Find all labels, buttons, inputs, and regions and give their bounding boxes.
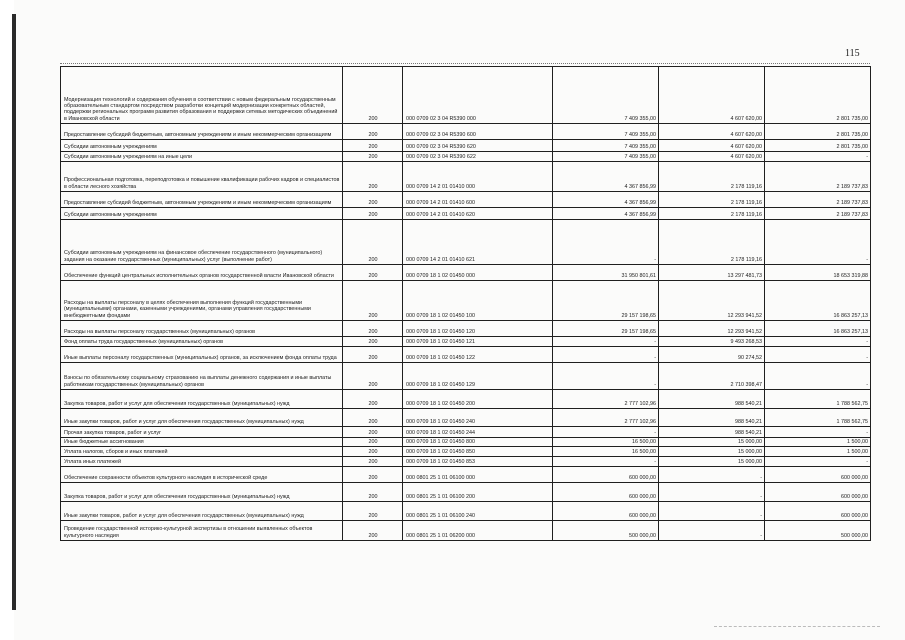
row-unexecuted-amount-cell: 16 863 257,13 — [765, 281, 871, 321]
row-executed-amount-cell: 15 000,00 — [659, 447, 765, 457]
row-name-cell: Иные закупки товаров, работ и услуг для обеспечения государственных (муниципальных) нужд — [61, 502, 343, 521]
row-executed-amount-cell: - — [659, 502, 765, 521]
table-row — [61, 162, 871, 192]
row-classification-code-cell: 000 0709 02 3 04 R5390 000 — [403, 67, 553, 124]
row-approved-amount-cell: 600 000,00 — [553, 483, 659, 502]
row-classification-code-cell: 000 0709 18 1 02 01450 244 — [403, 427, 553, 438]
row-unexecuted-amount-cell: 500 000,00 — [765, 521, 871, 541]
row-approved-amount-cell: 7 409 355,00 — [553, 140, 659, 152]
row-code-cell: 200 — [343, 409, 403, 427]
row-name-cell: Иные бюджетные ассигнования — [61, 438, 343, 447]
row-classification-code-cell: 000 0709 14 2 01 01410 600 — [403, 192, 553, 208]
row-name-cell: Субсидии автономным учреждениям на иные цели — [61, 152, 343, 162]
row-classification-code-cell: 000 0709 18 1 02 01450 240 — [403, 409, 553, 427]
table-row — [61, 192, 871, 208]
table-row — [61, 438, 871, 447]
row-executed-amount-cell: 2 178 119,16 — [659, 208, 765, 220]
row-classification-code-cell: 000 0709 18 1 02 01450 853 — [403, 457, 553, 467]
table-row — [61, 363, 871, 390]
row-classification-code-cell: 000 0709 18 1 02 01450 850 — [403, 447, 553, 457]
row-classification-code-cell: 000 0709 18 1 02 01450 800 — [403, 438, 553, 447]
row-approved-amount-cell: 500 000,00 — [553, 521, 659, 541]
row-classification-code-cell: 000 0709 02 3 04 R5390 600 — [403, 124, 553, 140]
row-executed-amount-cell: 4 607 620,00 — [659, 67, 765, 124]
row-approved-amount-cell: 31 950 801,61 — [553, 265, 659, 281]
row-name-cell: Предоставление субсидий бюджетным, автономным учреждениям и иным некоммерческим организациям — [61, 192, 343, 208]
row-executed-amount-cell: 988 540,21 — [659, 409, 765, 427]
row-unexecuted-amount-cell: - — [765, 337, 871, 347]
row-approved-amount-cell: 2 777 102,96 — [553, 390, 659, 409]
row-code-cell: 200 — [343, 521, 403, 541]
row-code-cell: 200 — [343, 438, 403, 447]
row-name-cell: Обеспечение сохранности объектов культурного наследия в исторической среде — [61, 467, 343, 483]
table-row — [61, 337, 871, 347]
row-approved-amount-cell: - — [553, 337, 659, 347]
row-classification-code-cell: 000 0709 02 3 04 R5390 622 — [403, 152, 553, 162]
table-row — [61, 208, 871, 220]
row-name-cell: Субсидии автономным учреждениям — [61, 140, 343, 152]
row-approved-amount-cell: 16 500,00 — [553, 438, 659, 447]
row-name-cell: Иные выплаты персоналу государственных (муниципальных) органов, за исключением фонда оплаты труда — [61, 347, 343, 363]
row-code-cell: 200 — [343, 457, 403, 467]
row-approved-amount-cell: 16 500,00 — [553, 447, 659, 457]
table-row — [61, 124, 871, 140]
table-body — [61, 67, 871, 541]
row-approved-amount-cell: 7 409 355,00 — [553, 67, 659, 124]
row-code-cell: 200 — [343, 265, 403, 281]
row-executed-amount-cell: 4 607 620,00 — [659, 124, 765, 140]
row-executed-amount-cell: - — [659, 521, 765, 541]
row-classification-code-cell: 000 0709 14 2 01 01410 620 — [403, 208, 553, 220]
row-executed-amount-cell: 2 178 119,16 — [659, 220, 765, 265]
row-unexecuted-amount-cell: 2 189 737,83 — [765, 162, 871, 192]
row-executed-amount-cell: 4 607 620,00 — [659, 152, 765, 162]
row-executed-amount-cell: 90 274,52 — [659, 347, 765, 363]
row-approved-amount-cell: 7 409 355,00 — [553, 152, 659, 162]
table-row — [61, 220, 871, 265]
row-code-cell: 200 — [343, 337, 403, 347]
top-rule — [60, 63, 870, 64]
row-unexecuted-amount-cell: 2 801 735,00 — [765, 67, 871, 124]
row-unexecuted-amount-cell: 1 500,00 — [765, 447, 871, 457]
row-executed-amount-cell: 4 607 620,00 — [659, 140, 765, 152]
row-code-cell: 200 — [343, 208, 403, 220]
row-unexecuted-amount-cell: 16 863 257,13 — [765, 321, 871, 337]
row-unexecuted-amount-cell: 1 788 562,75 — [765, 390, 871, 409]
row-approved-amount-cell: - — [553, 220, 659, 265]
row-unexecuted-amount-cell: - — [765, 220, 871, 265]
row-name-cell: Взносы по обязательному социальному страхованию на выплаты денежного содержания и иные выплаты работникам государственных (муниципальных) органов — [61, 363, 343, 390]
table-row — [61, 347, 871, 363]
row-approved-amount-cell: 4 367 856,99 — [553, 192, 659, 208]
row-name-cell: Иные закупки товаров, работ и услуг для обеспечения государственных (муниципальных) нужд — [61, 409, 343, 427]
row-unexecuted-amount-cell: - — [765, 347, 871, 363]
row-approved-amount-cell: - — [553, 427, 659, 438]
row-code-cell: 200 — [343, 162, 403, 192]
row-approved-amount-cell: - — [553, 347, 659, 363]
row-name-cell: Проведение государственной историко-культурной экспертизы в отношении выявленных объектов культурного наследия — [61, 521, 343, 541]
row-unexecuted-amount-cell: - — [765, 152, 871, 162]
table-row — [61, 521, 871, 541]
row-executed-amount-cell: 15 000,00 — [659, 457, 765, 467]
row-code-cell: 200 — [343, 363, 403, 390]
row-code-cell: 200 — [343, 140, 403, 152]
row-code-cell: 200 — [343, 347, 403, 363]
row-code-cell: 200 — [343, 321, 403, 337]
row-unexecuted-amount-cell: 2 801 735,00 — [765, 140, 871, 152]
row-name-cell: Закупка товаров, работ и услуг для обеспечения государственных (муниципальных) нужд — [61, 390, 343, 409]
table-row — [61, 447, 871, 457]
table-row — [61, 152, 871, 162]
bottom-scan-marks — [714, 626, 880, 627]
row-unexecuted-amount-cell: 600 000,00 — [765, 467, 871, 483]
row-executed-amount-cell: 2 178 119,16 — [659, 162, 765, 192]
table-row — [61, 281, 871, 321]
binding-edge-shadow — [12, 14, 16, 610]
row-executed-amount-cell: - — [659, 467, 765, 483]
row-approved-amount-cell: - — [553, 457, 659, 467]
row-name-cell: Уплата иных платежей — [61, 457, 343, 467]
row-code-cell: 200 — [343, 152, 403, 162]
table-row — [61, 265, 871, 281]
row-classification-code-cell: 000 0801 25 1 01 06200 000 — [403, 521, 553, 541]
table-row — [61, 457, 871, 467]
row-name-cell: Субсидии автономным учреждениям на финансовое обеспечение государственного (муниципального) задания на оказание государственных (муниципальных) услуг (выполнение работ) — [61, 220, 343, 265]
row-code-cell: 200 — [343, 447, 403, 457]
row-classification-code-cell: 000 0801 25 1 01 06100 200 — [403, 483, 553, 502]
row-classification-code-cell: 000 0709 18 1 02 01450 200 — [403, 390, 553, 409]
row-classification-code-cell: 000 0709 18 1 02 01450 129 — [403, 363, 553, 390]
row-unexecuted-amount-cell: - — [765, 427, 871, 438]
row-approved-amount-cell: 2 777 102,96 — [553, 409, 659, 427]
row-executed-amount-cell: 988 540,21 — [659, 427, 765, 438]
row-name-cell: Уплата налогов, сборов и иных платежей — [61, 447, 343, 457]
budget-execution-table — [60, 66, 871, 541]
row-code-cell: 200 — [343, 220, 403, 265]
row-approved-amount-cell: 600 000,00 — [553, 502, 659, 521]
row-name-cell: Обеспечение функций центральных исполнительных органов государственной власти Ивановской области — [61, 265, 343, 281]
row-classification-code-cell: 000 0709 14 2 01 01410 621 — [403, 220, 553, 265]
row-name-cell: Профессиональная подготовка, переподготовка и повышение квалификации рабочих кадров и специалистов в области лесного хозяйства — [61, 162, 343, 192]
row-approved-amount-cell: 29 157 198,65 — [553, 321, 659, 337]
row-code-cell: 200 — [343, 192, 403, 208]
row-classification-code-cell: 000 0709 14 2 01 01410 000 — [403, 162, 553, 192]
row-unexecuted-amount-cell: 1 788 562,75 — [765, 409, 871, 427]
table-row — [61, 140, 871, 152]
row-name-cell: Предоставление субсидий бюджетным, автономным учреждениям и иным некоммерческим организациям — [61, 124, 343, 140]
row-classification-code-cell: 000 0801 25 1 01 06100 240 — [403, 502, 553, 521]
row-classification-code-cell: 000 0801 25 1 01 06100 000 — [403, 467, 553, 483]
row-name-cell: Закупка товаров, работ и услуг для обеспечения государственных (муниципальных) нужд — [61, 483, 343, 502]
row-code-cell: 200 — [343, 67, 403, 124]
row-unexecuted-amount-cell: 600 000,00 — [765, 483, 871, 502]
row-executed-amount-cell: 12 293 941,52 — [659, 321, 765, 337]
row-code-cell: 200 — [343, 124, 403, 140]
row-approved-amount-cell: 600 000,00 — [553, 467, 659, 483]
row-code-cell: 200 — [343, 390, 403, 409]
row-classification-code-cell: 000 0709 18 1 02 01450 122 — [403, 347, 553, 363]
table-row — [61, 427, 871, 438]
row-unexecuted-amount-cell: 600 000,00 — [765, 502, 871, 521]
row-approved-amount-cell: 4 367 856,99 — [553, 208, 659, 220]
row-executed-amount-cell: 9 493 268,53 — [659, 337, 765, 347]
row-unexecuted-amount-cell: 18 653 319,88 — [765, 265, 871, 281]
table-row — [61, 467, 871, 483]
table-row — [61, 390, 871, 409]
row-classification-code-cell: 000 0709 18 1 02 01450 100 — [403, 281, 553, 321]
row-classification-code-cell: 000 0709 18 1 02 01450 000 — [403, 265, 553, 281]
row-unexecuted-amount-cell: - — [765, 457, 871, 467]
table-row — [61, 67, 871, 124]
row-name-cell: Модернизация технологий и содержания обучения в соответствии с новым федеральным государственным образовательным стандартом посредством разработки концепций модернизации конкретных областей, поддержки региональных программ развития образования и поддержки сетевых методических объединений в Ивановской области — [61, 67, 343, 124]
row-unexecuted-amount-cell: 1 500,00 — [765, 438, 871, 447]
row-executed-amount-cell: 12 293 941,52 — [659, 281, 765, 321]
row-name-cell: Расходы на выплаты персоналу государственных (муниципальных) органов — [61, 321, 343, 337]
row-executed-amount-cell: - — [659, 483, 765, 502]
row-classification-code-cell: 000 0709 18 1 02 01450 121 — [403, 337, 553, 347]
row-executed-amount-cell: 2 710 398,47 — [659, 363, 765, 390]
row-name-cell: Расходы на выплаты персоналу в целях обеспечения выполнения функций государственными (муниципальными) органами, казенными учреждениями, органами управления государственными внебюджетными фондами — [61, 281, 343, 321]
row-code-cell: 200 — [343, 483, 403, 502]
table-row — [61, 409, 871, 427]
row-name-cell: Прочая закупка товаров, работ и услуг — [61, 427, 343, 438]
row-code-cell: 200 — [343, 281, 403, 321]
row-name-cell: Фонд оплаты труда государственных (муниципальных) органов — [61, 337, 343, 347]
row-executed-amount-cell: 15 000,00 — [659, 438, 765, 447]
row-executed-amount-cell: 988 540,21 — [659, 390, 765, 409]
page-number: 115 — [845, 48, 860, 59]
row-classification-code-cell: 000 0709 18 1 02 01450 120 — [403, 321, 553, 337]
row-approved-amount-cell: 7 409 355,00 — [553, 124, 659, 140]
row-unexecuted-amount-cell: 2 189 737,83 — [765, 192, 871, 208]
table-row — [61, 483, 871, 502]
row-code-cell: 200 — [343, 427, 403, 438]
row-unexecuted-amount-cell: 2 801 735,00 — [765, 124, 871, 140]
row-code-cell: 200 — [343, 502, 403, 521]
row-approved-amount-cell: - — [553, 363, 659, 390]
row-executed-amount-cell: 13 297 481,73 — [659, 265, 765, 281]
row-name-cell: Субсидии автономным учреждениям — [61, 208, 343, 220]
row-unexecuted-amount-cell: - — [765, 363, 871, 390]
table-row — [61, 321, 871, 337]
row-approved-amount-cell: 29 157 198,65 — [553, 281, 659, 321]
table-row — [61, 502, 871, 521]
row-unexecuted-amount-cell: 2 189 737,83 — [765, 208, 871, 220]
row-executed-amount-cell: 2 178 119,16 — [659, 192, 765, 208]
row-code-cell: 200 — [343, 467, 403, 483]
row-classification-code-cell: 000 0709 02 3 04 R5390 620 — [403, 140, 553, 152]
row-approved-amount-cell: 4 367 856,99 — [553, 162, 659, 192]
